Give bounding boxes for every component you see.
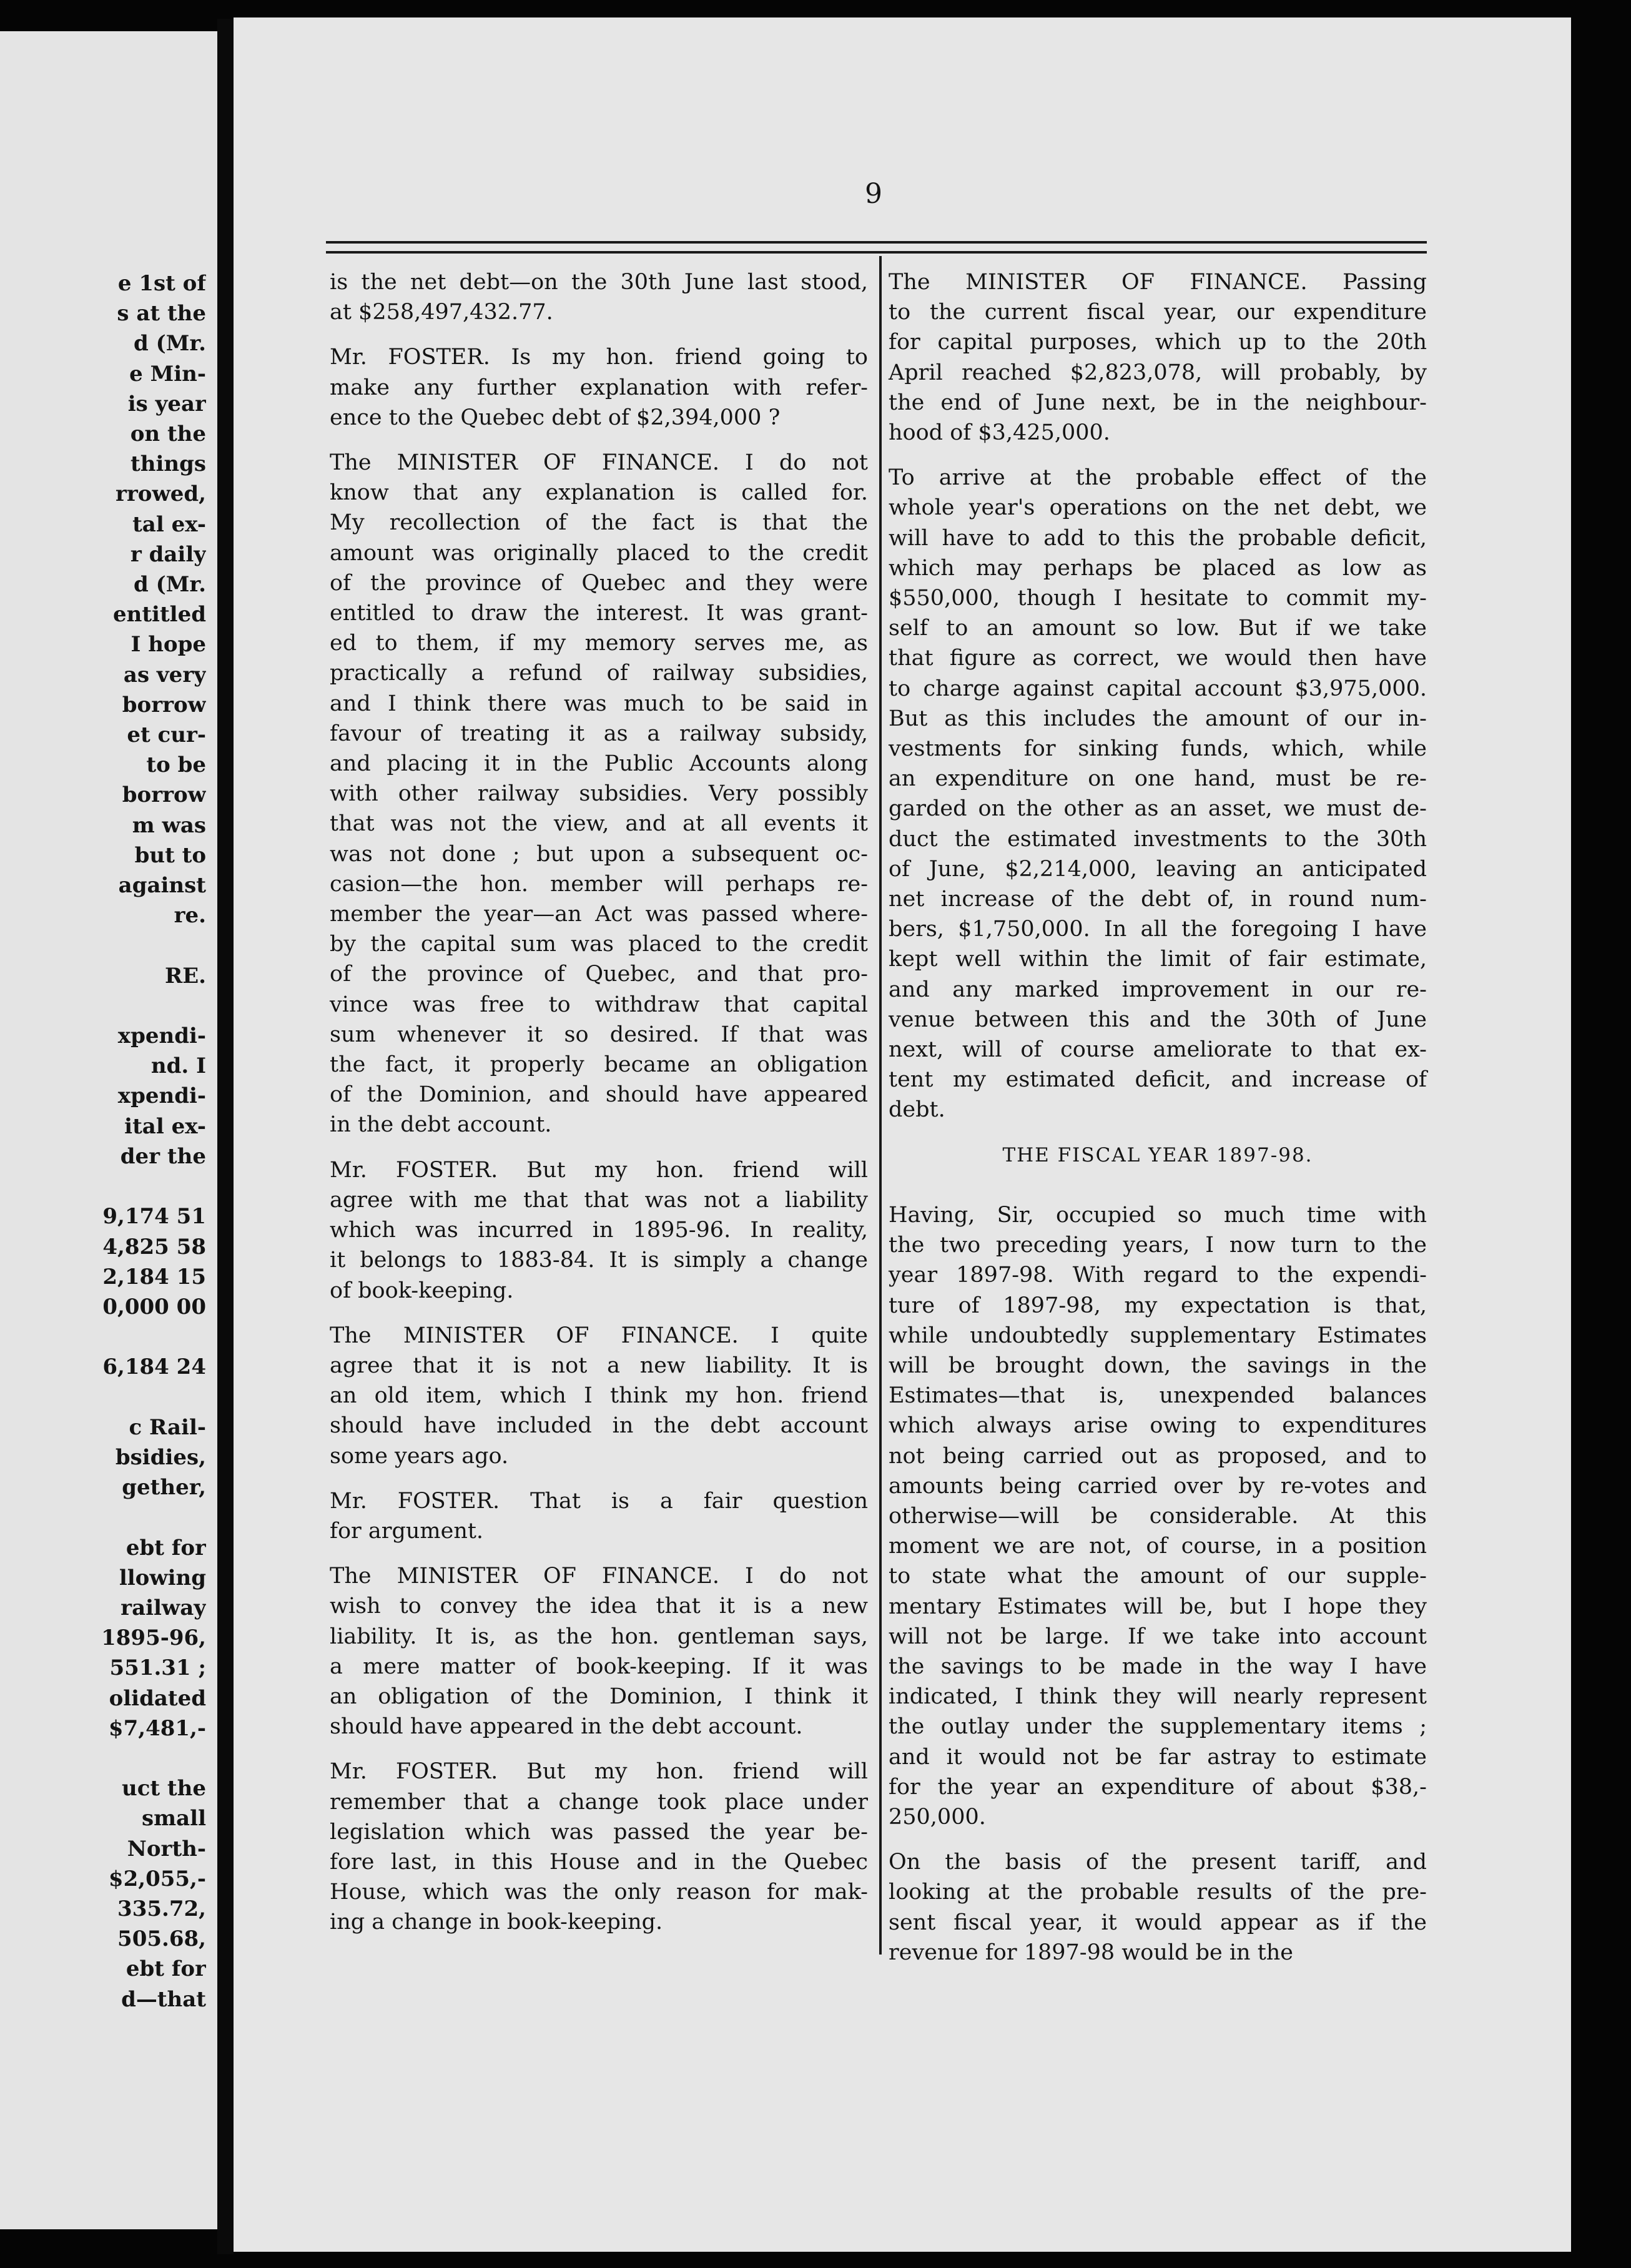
text-line: by the capital sum was placed to the credit bbox=[330, 932, 868, 957]
text-line: not being carried out as proposed, and to bbox=[889, 1443, 1427, 1469]
facing-page-line: e Min- bbox=[129, 361, 206, 387]
facing-page-line: on the bbox=[130, 422, 206, 447]
facing-page-line: rrowed, bbox=[115, 481, 206, 507]
facing-page-line: s at the bbox=[117, 301, 206, 327]
text-line: is the net debt—on the 30th June last stood, bbox=[330, 270, 868, 295]
facing-page-line: xpendi- bbox=[117, 1083, 206, 1109]
text-line: the outlay under the supplementary items ; bbox=[889, 1714, 1427, 1740]
text-line: and it would not be far astray to estimate bbox=[889, 1744, 1427, 1770]
facing-page-line: against bbox=[118, 873, 206, 899]
facing-page-line: der the bbox=[120, 1143, 206, 1169]
text-line: Mr. FOSTER. Is my hon. friend going to bbox=[330, 345, 868, 370]
paragraph bbox=[330, 1486, 868, 1546]
text-line: should have included in the debt account bbox=[330, 1413, 868, 1439]
text-line: revenue for 1897-98 would be in the bbox=[889, 1940, 1294, 1965]
text-line: vince was free to withdraw that capital bbox=[330, 992, 868, 1017]
paragraph bbox=[889, 1847, 1427, 1968]
facing-page-fragment bbox=[0, 31, 217, 2229]
text-line: which may perhaps be placed as low as bbox=[889, 555, 1427, 581]
header-rule bbox=[326, 241, 1427, 244]
facing-page-line: 0,000 00 bbox=[102, 1294, 206, 1319]
facing-page-line: r daily bbox=[130, 541, 206, 567]
text-line: of June, $2,214,000, leaving an anticipated bbox=[889, 856, 1427, 882]
text-line: which was incurred in 1895-96. In reality, bbox=[330, 1218, 868, 1243]
text-line: know that any explanation is called for. bbox=[330, 480, 868, 506]
facing-page-line: borrow bbox=[122, 782, 206, 808]
facing-page-line: tal ex- bbox=[132, 511, 206, 537]
text-line: practically a refund of railway subsidies, bbox=[330, 661, 868, 686]
facing-page-line: xpendi- bbox=[117, 1023, 206, 1049]
facing-page-line: c Rail- bbox=[129, 1414, 206, 1440]
text-line: in the debt account. bbox=[330, 1112, 552, 1138]
facing-page-line: but to bbox=[134, 842, 206, 868]
facing-page-line: North- bbox=[127, 1836, 206, 1861]
text-line: the two preceding years, I now turn to the bbox=[889, 1233, 1427, 1258]
facing-page-line: d—that bbox=[121, 1986, 206, 2012]
paragraph bbox=[330, 1757, 868, 1937]
text-line: sent fiscal year, it would appear as if the bbox=[889, 1910, 1427, 1935]
header-rule-double bbox=[326, 251, 1427, 254]
paragraph bbox=[889, 463, 1427, 1125]
text-line: and I think there was much to be said in bbox=[330, 691, 868, 716]
text-line: and any marked improvement in our re- bbox=[889, 977, 1427, 1002]
text-line: at $258,497,432.77. bbox=[330, 300, 553, 325]
text-line: favour of treating it as a railway subsidy, bbox=[330, 721, 868, 746]
facing-page-line: 2,184 15 bbox=[102, 1264, 206, 1289]
text-line: The MINISTER OF FINANCE. I quite bbox=[330, 1323, 868, 1348]
text-line: Mr. FOSTER. But my hon. friend will bbox=[330, 1759, 868, 1785]
facing-page-line: entitled bbox=[113, 602, 206, 628]
text-line: net increase of the debt of, in round num- bbox=[889, 887, 1427, 912]
text-line: for capital purposes, which up to the 20th bbox=[889, 330, 1427, 355]
facing-page-line: to be bbox=[146, 752, 206, 778]
facing-page-line: e 1st of bbox=[117, 271, 206, 296]
facing-page-line: railway bbox=[121, 1595, 206, 1620]
text-line: of the province of Quebec, and that pro- bbox=[330, 962, 868, 987]
facing-page-line: gether, bbox=[122, 1475, 206, 1501]
paragraph bbox=[330, 448, 868, 1140]
facing-page-line: as very bbox=[123, 662, 206, 688]
text-line: some years ago. bbox=[330, 1443, 509, 1469]
facing-page-line: ital ex- bbox=[124, 1113, 206, 1139]
column-divider bbox=[879, 256, 882, 1955]
text-line: On the basis of the present tariff, and bbox=[889, 1850, 1427, 1875]
facing-page-line: 505.68, bbox=[117, 1926, 206, 1952]
text-line: Estimates—that is, unexpended balances bbox=[889, 1383, 1427, 1409]
text-line: legislation which was passed the year be- bbox=[330, 1819, 868, 1845]
text-line: agree with me that that was not a liability bbox=[330, 1187, 868, 1213]
text-line: The MINISTER OF FINANCE. Passing bbox=[889, 270, 1427, 295]
facing-page-line: ebt for bbox=[126, 1535, 206, 1560]
facing-page-line: nd. I bbox=[150, 1053, 206, 1079]
facing-page-line bbox=[0, 1383, 206, 1413]
text-line: liability. It is, as the hon. gentleman says, bbox=[330, 1624, 868, 1649]
facing-page-line: ebt for bbox=[126, 1956, 206, 1982]
text-line: to the current fiscal year, our expenditure bbox=[889, 300, 1427, 325]
text-line: was not done ; but upon a subsequent oc- bbox=[330, 841, 868, 867]
text-line: the savings to be made in the way I have bbox=[889, 1654, 1427, 1679]
text-line: otherwise—will be considerable. At this bbox=[889, 1503, 1427, 1529]
facing-page-line: is year bbox=[127, 391, 206, 417]
text-line: 250,000. bbox=[889, 1804, 986, 1830]
text-line: kept well within the limit of fair estimate, bbox=[889, 947, 1427, 972]
facing-page-line: borrow bbox=[122, 692, 206, 717]
text-line: Mr. FOSTER. But my hon. friend will bbox=[330, 1157, 868, 1183]
text-line: amount was originally placed to the credit bbox=[330, 540, 868, 566]
facing-page-line: $7,481,- bbox=[108, 1715, 206, 1741]
facing-page-line: d (Mr. bbox=[134, 331, 206, 357]
paragraph bbox=[889, 1200, 1427, 1832]
text-line: indicated, I think they will nearly represent bbox=[889, 1684, 1427, 1710]
text-line: that was not the view, and at all events it bbox=[330, 811, 868, 837]
text-line: will not be large. If we take into account bbox=[889, 1624, 1427, 1649]
text-line: agree that it is not a new liability. It is bbox=[330, 1353, 868, 1378]
text-line: venue between this and the 30th of June bbox=[889, 1007, 1427, 1032]
paragraph bbox=[889, 267, 1427, 448]
text-line: entitled to draw the interest. It was grant- bbox=[330, 601, 868, 626]
text-line: Having, Sir, occupied so much time with bbox=[889, 1202, 1427, 1228]
text-line: ed to them, if my memory serves me, as bbox=[330, 631, 868, 656]
facing-page-line bbox=[0, 1322, 206, 1352]
text-line: moment we are not, of course, in a position bbox=[889, 1534, 1427, 1559]
text-line: for argument. bbox=[330, 1518, 484, 1544]
facing-page-text bbox=[0, 269, 206, 2014]
text-line: will be brought down, the savings in the bbox=[889, 1353, 1427, 1378]
text-line: whole year's operations on the net debt, we bbox=[889, 495, 1427, 521]
text-line: the fact, it properly became an obligation bbox=[330, 1052, 868, 1078]
paragraph bbox=[330, 1155, 868, 1306]
text-line: The MINISTER OF FINANCE. I do not bbox=[330, 450, 868, 476]
text-line: Mr. FOSTER. That is a fair question bbox=[330, 1488, 868, 1514]
facing-page-line bbox=[0, 1502, 206, 1532]
text-line: next, will of course ameliorate to that ex- bbox=[889, 1037, 1427, 1063]
book-gutter bbox=[217, 19, 234, 2254]
facing-page-line bbox=[0, 991, 206, 1021]
text-line: garded on the other as an asset, we must de- bbox=[889, 796, 1427, 822]
facing-page-line: uct the bbox=[121, 1776, 206, 1802]
text-line: to charge against capital account $3,975,000. bbox=[889, 676, 1427, 701]
text-line: To arrive at the probable effect of the bbox=[889, 465, 1427, 491]
text-line: But as this includes the amount of our in- bbox=[889, 706, 1427, 731]
text-line: an old item, which I think my hon. friend bbox=[330, 1383, 868, 1409]
text-line: should have appeared in the debt account. bbox=[330, 1714, 803, 1740]
facing-page-line bbox=[0, 930, 206, 960]
facing-page-line: et cur- bbox=[127, 722, 206, 748]
text-line: ence to the Quebec debt of $2,394,000 ? bbox=[330, 405, 781, 430]
paragraph bbox=[330, 1561, 868, 1742]
text-line: of book-keeping. bbox=[330, 1278, 514, 1303]
text-line: for the year an expenditure of about $38,- bbox=[889, 1774, 1427, 1800]
text-line: and placing it in the Public Accounts along bbox=[330, 751, 868, 777]
text-line: April reached $2,823,078, will probably, by bbox=[889, 360, 1427, 385]
text-line: while undoubtedly supplementary Estimates bbox=[889, 1323, 1427, 1348]
text-line: self to an amount so low. But if we take bbox=[889, 616, 1427, 641]
text-line: it belongs to 1883-84. It is simply a change bbox=[330, 1248, 868, 1273]
facing-page-line: bsidies, bbox=[115, 1444, 206, 1470]
paragraph bbox=[330, 342, 868, 433]
text-line: looking at the probable results of the pre- bbox=[889, 1880, 1427, 1905]
paragraph bbox=[330, 267, 868, 327]
facing-page-line: 551.31 ; bbox=[109, 1655, 206, 1681]
facing-page-line: olidated bbox=[109, 1685, 206, 1711]
facing-page-line: RE. bbox=[164, 963, 206, 989]
text-line: of the Dominion, and should have appeared bbox=[330, 1082, 868, 1108]
text-line: which always arise owing to expenditures bbox=[889, 1413, 1427, 1439]
text-line: member the year—an Act was passed where- bbox=[330, 902, 868, 927]
text-line: will have to add to this the probable deficit, bbox=[889, 525, 1427, 551]
text-line: House, which was the only reason for mak- bbox=[330, 1880, 868, 1905]
text-line: The MINISTER OF FINANCE. I do not bbox=[330, 1564, 868, 1589]
text-line: remember that a change took place under bbox=[330, 1789, 868, 1815]
text-line: to state what the amount of our supple- bbox=[889, 1564, 1427, 1589]
text-line: an obligation of the Dominion, I think it bbox=[330, 1684, 868, 1709]
text-line: of the province of Quebec and they were bbox=[330, 570, 868, 596]
facing-page-line: d (Mr. bbox=[134, 572, 206, 598]
page-number: 9 bbox=[865, 178, 882, 210]
text-line: an expenditure on one hand, must be re- bbox=[889, 766, 1427, 792]
facing-page-line: I hope bbox=[131, 632, 206, 658]
text-line: that figure as correct, we would then have bbox=[889, 646, 1427, 671]
facing-page-line: $2,055,- bbox=[108, 1866, 206, 1891]
text-line: the end of June next, be in the neighbour- bbox=[889, 390, 1427, 415]
text-line: vestments for sinking funds, which, while bbox=[889, 736, 1427, 762]
facing-page-line: small bbox=[142, 1806, 206, 1832]
facing-page-line bbox=[0, 1171, 206, 1201]
text-line: $550,000, though I hesitate to commit my- bbox=[889, 586, 1427, 611]
text-line: duct the estimated investments to the 30th bbox=[889, 826, 1427, 852]
text-line: wish to convey the idea that it is a new bbox=[330, 1594, 868, 1619]
text-line: tent my estimated deficit, and increase of bbox=[889, 1067, 1427, 1093]
text-line: ing a change in book-keeping. bbox=[330, 1910, 663, 1935]
facing-page-line: 335.72, bbox=[117, 1896, 206, 1921]
section-heading: THE FISCAL YEAR 1897-98. bbox=[1002, 1143, 1313, 1166]
facing-page-line: 4,825 58 bbox=[102, 1234, 206, 1260]
text-line: fore last, in this House and in the Quebec bbox=[330, 1849, 868, 1875]
text-line: My recollection of the fact is that the bbox=[330, 510, 868, 536]
text-line: bers, $1,750,000. In all the foregoing I have bbox=[889, 917, 1427, 942]
text-line: debt. bbox=[889, 1097, 945, 1123]
text-line: make any further explanation with refer- bbox=[330, 375, 868, 400]
facing-page-line: llowing bbox=[119, 1565, 206, 1590]
facing-page-line: things bbox=[131, 451, 206, 477]
text-line: mentary Estimates will be, but I hope they bbox=[889, 1594, 1427, 1619]
text-line: casion—the hon. member will perhaps re- bbox=[330, 871, 868, 897]
text-line: year 1897-98. With regard to the expendi- bbox=[889, 1263, 1427, 1288]
left-column bbox=[330, 267, 868, 1938]
text-line: a mere matter of book-keeping. If it was bbox=[330, 1654, 868, 1679]
facing-page-line: m was bbox=[132, 812, 206, 838]
text-line: hood of $3,425,000. bbox=[889, 420, 1110, 446]
text-line: ture of 1897-98, my expectation is that, bbox=[889, 1293, 1427, 1318]
facing-page-line: 1895-96, bbox=[101, 1625, 206, 1651]
text-line: sum whenever it so desired. If that was bbox=[330, 1022, 868, 1047]
text-line: with other railway subsidies. Very possibly bbox=[330, 781, 868, 807]
paragraph bbox=[330, 1321, 868, 1471]
facing-page-line bbox=[0, 1743, 206, 1773]
right-column bbox=[889, 267, 1427, 1968]
text-line: amounts being carried over by re-votes and bbox=[889, 1473, 1427, 1499]
facing-page-line: 6,184 24 bbox=[102, 1354, 206, 1380]
facing-page-line: 9,174 51 bbox=[102, 1204, 206, 1230]
facing-page-line: re. bbox=[174, 903, 206, 929]
